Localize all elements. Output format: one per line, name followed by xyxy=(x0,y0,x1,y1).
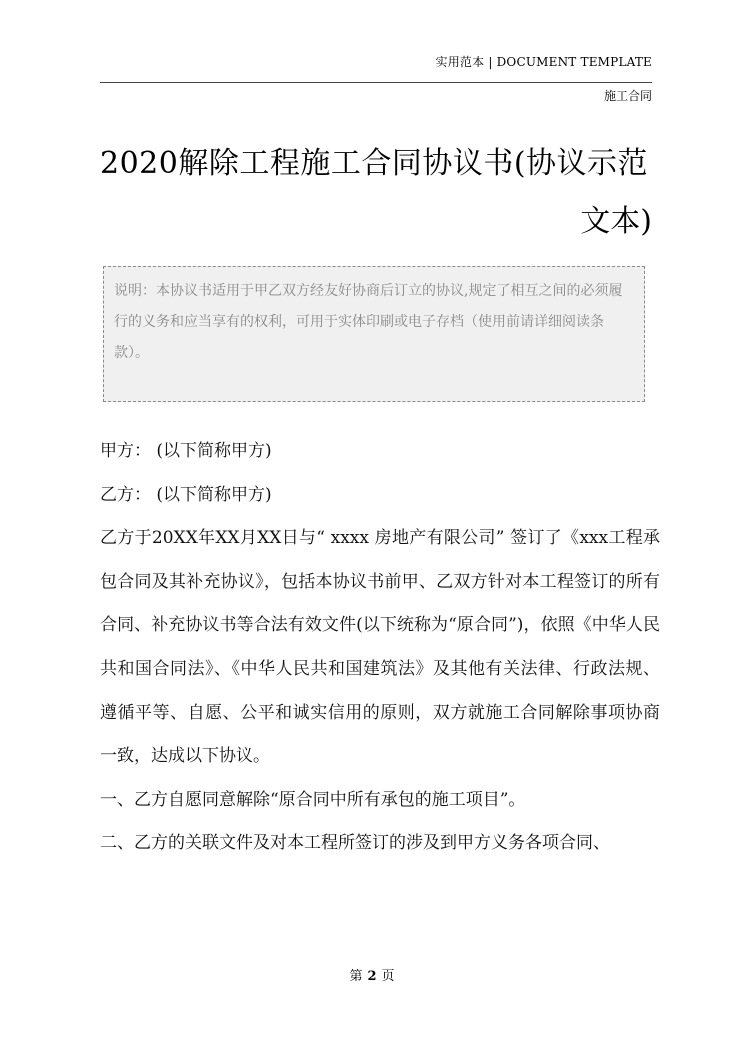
party-b-line: 乙方： (以下简称甲方) xyxy=(100,484,272,505)
document-brand-header: 实用范本 | DOCUMENT TEMPLATE xyxy=(435,55,652,69)
header-divider xyxy=(100,82,652,83)
document-category: 施工合同 xyxy=(603,89,652,103)
page-number-footer xyxy=(0,965,744,984)
clause-1: 一、乙方自愿同意解除“原合同中所有承包的施工项目”。 xyxy=(100,789,526,810)
usage-note-box: 说明：本协议书适用于甲乙双方经友好协商后订立的协议,规定了相互之间的必须履行的义务和应当享有的权利，可用于实体印刷或电子存档（使用前请详细阅读条款）。 xyxy=(103,266,645,402)
page-suffix: 页 xyxy=(381,969,395,984)
document-title xyxy=(100,135,652,251)
page-prefix: 第 xyxy=(349,969,363,984)
title-line-1: 2020解除工程施工合同协议书(协议示范 xyxy=(100,146,649,181)
document-body xyxy=(100,430,660,866)
party-a-line: 甲方： (以下简称甲方) xyxy=(100,441,272,461)
clause-2: 二、乙方的关联文件及对本工程所签订的涉及到甲方义务各项合同、 xyxy=(100,833,610,854)
intro-paragraph: 乙方于20XX年XX月XX日与“ xxxx 房地产有限公司” 签订了《xxx工程承包合同及其补充协议》，包括本协议书前甲、乙双方针对本工程签订的所有合同、补充协议书等合法有效文件(以下统称为“原合同”)，依照《中华人民共和国合同法》、《中华人民共和国建筑法》及其他有关法律、行政法规、遵循平等、自愿、公平和诚实信用的原则，双方就施工合同解除事项协商一致，达成以下协议。 xyxy=(100,528,660,767)
page-number: 2 xyxy=(367,969,377,984)
title-line-2: 文本) xyxy=(580,204,652,239)
